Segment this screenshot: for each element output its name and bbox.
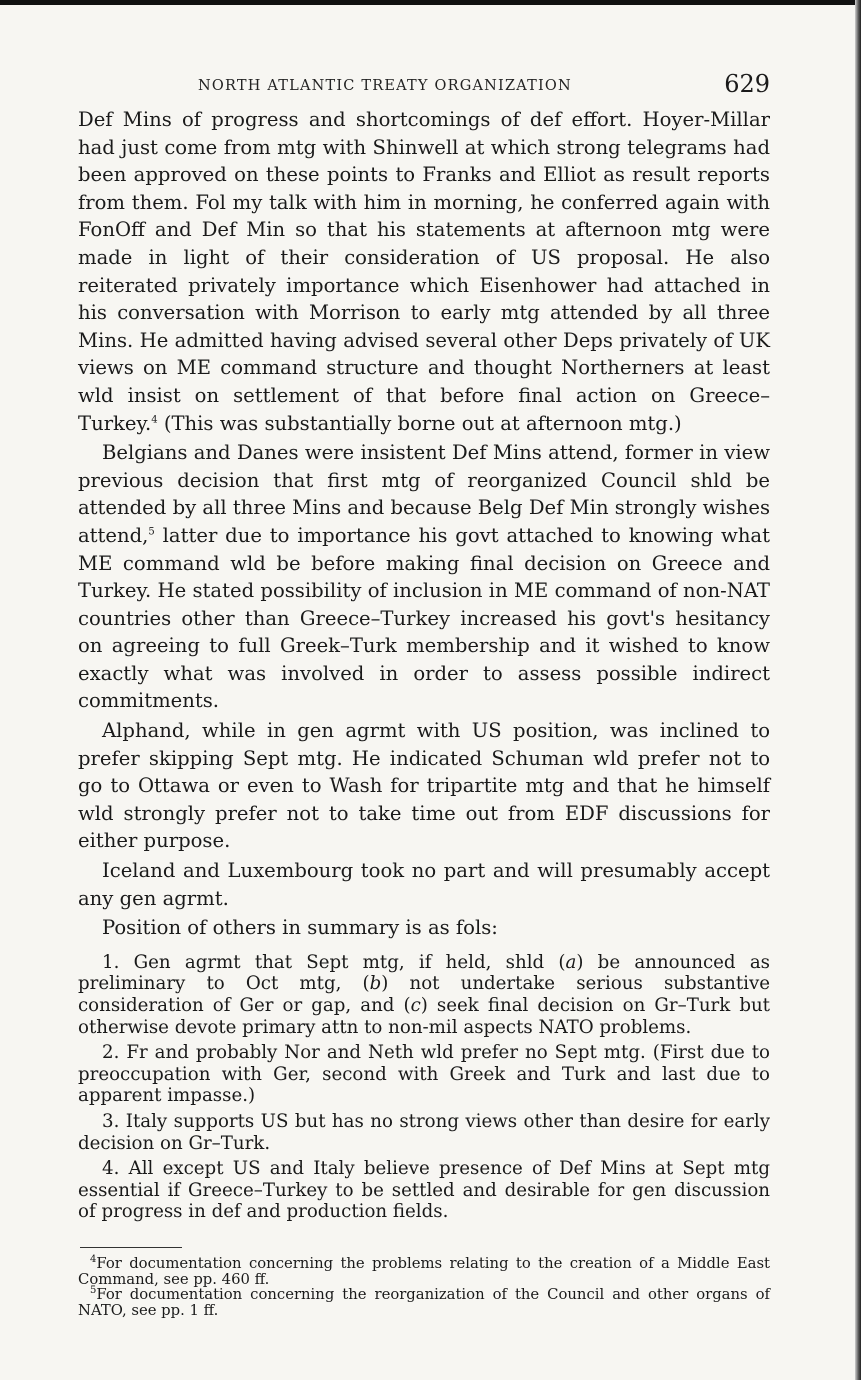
footnote-ref[interactable]: 5 (148, 526, 155, 538)
footnote-divider (80, 1247, 182, 1248)
list-item: 1. Gen agrmt that Sept mtg, if held, shld (a) be announced as preliminary to Oct mtg, (b) not undertake serious substantive consideration of Ger or gap, and (c) seek final decision on Gr–Turk but otherwise devote primary attn to non-mil aspects NATO problems. (78, 951, 770, 1038)
paragraph: Belgians and Danes were insistent Def Mins attend, former in view previous decision that first mtg of reorganized Council shld be attended by all three Mins and because Belg Def Min strongly wishes attend,$^5$ latter due to importance his govt attached to knowing what ME command wld be before making final decision on Greece and Turkey. He stated possibility of inclusion in ME command of non-NAT countries other than Greece–Turkey increased his govt's hesitancy on agreeing to full Greek–Turk membership and it wished to know exactly what was involved in order to assess possible indirect commitments. (78, 441, 770, 713)
running-header (78, 70, 770, 106)
top-border (0, 0, 861, 5)
paragraph: Position of others in summary is as fols: (102, 916, 498, 940)
list-item: 2. Fr and probably Nor and Neth wld prefer no Sept mtg. (First due to preoccupation with Ger, second with Greek and Turk and last due to apparent impasse.) (78, 1042, 770, 1107)
footnote: $^5$For documentation concerning the reorganization of the Council and other organs of NATO, see pp. 1 ff. (78, 1285, 770, 1319)
running-title: NORTH ATLANTIC TREATY ORGANIZATION (198, 78, 572, 94)
paragraph: Iceland and Luxembourg took no part and will presumably accept any gen agrmt. (78, 859, 770, 910)
paragraph: Def Mins of progress and shortcomings of def effort. Hoyer-Millar had just come from mtg with Shinwell at which strong telegrams had been approved on these points to Franks and Elliot as result reports from them. Fol my talk with him in morning, he conferred again with FonOff and Def Min so that his statements at afternoon mtg were made in light of their consideration of US proposal. He also reiterated privately importance which Eisenhower had attached in his conversation with Morrison to early mtg attended by all three Mins. He admitted having advised several other Deps privately of UK views on ME command structure and thought Northerners at least wld insist on settlement of that before final action on Greece–Turkey.$^4$ (This was substantially borne out at afternoon mtg.) (78, 108, 770, 435)
list-item: 4. All except US and Italy believe presence of Def Mins at Sept mtg essential if Greece–Turkey to be settled and desirable for gen discussion of progress in def and production fields. (78, 1158, 770, 1223)
summary-list (78, 952, 770, 1223)
list-item: 3. Italy supports US but has no strong views other than desire for early decision on Gr–Turk. (78, 1110, 770, 1154)
footnote-marker: 4 (90, 1254, 97, 1266)
page-number: 629 (724, 70, 770, 98)
page-edge-shadow (855, 0, 861, 1380)
footnote: $^4$For documentation concerning the problems relating to the creation of a Middle East Command, see pp. 460 ff. (78, 1254, 770, 1288)
footnote-marker: 5 (90, 1285, 97, 1297)
paragraph: Alphand, while in gen agrmt with US position, was inclined to prefer skipping Sept mtg. He indicated Schuman wld prefer not to go to Ottawa or even to Wash for tripartite mtg and that he himself wld strongly prefer not to take time out from EDF discussions for either purpose. (78, 719, 770, 853)
footnote-ref[interactable]: 4 (151, 414, 158, 425)
footnotes (78, 1256, 770, 1318)
document-page (78, 70, 770, 1318)
body-text (78, 106, 770, 942)
